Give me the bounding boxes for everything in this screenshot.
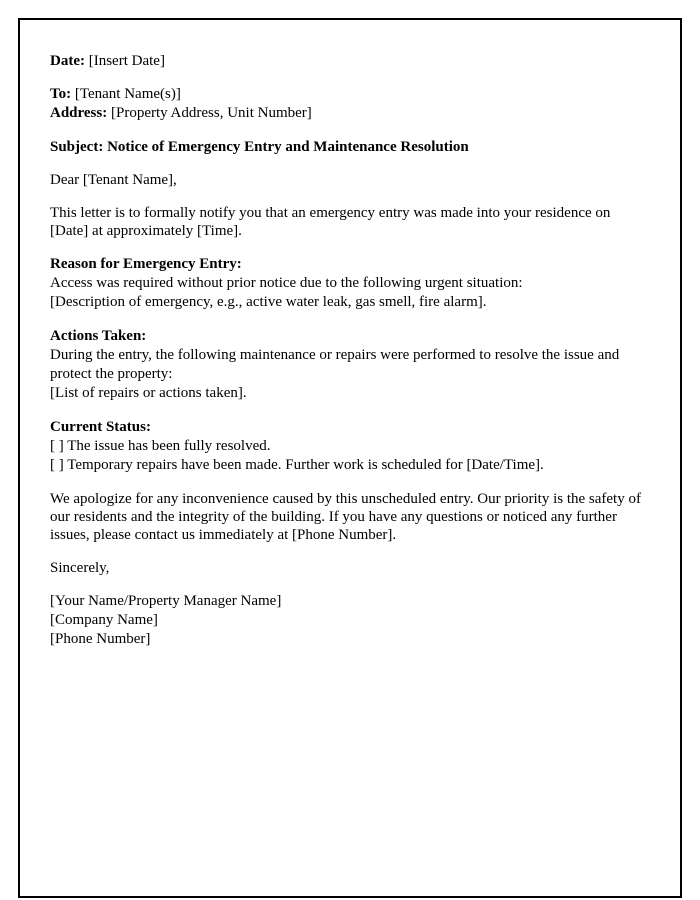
salutation: Dear [Tenant Name], (50, 172, 177, 188)
intro-paragraph: This letter is to formally notify you that an emergency entry was made into your residence on [Date] at approximately [Time]. (50, 205, 611, 239)
actions-heading: Actions Taken: (50, 328, 147, 344)
reason-section (50, 255, 648, 312)
letter-page (18, 18, 682, 898)
date-line (50, 52, 648, 70)
signature-name: [Your Name/Property Manager Name] (50, 593, 282, 609)
status-option-resolved: [ ] The issue has been fully resolved. (50, 438, 271, 454)
reason-text: Access was required without prior notice due to the following urgent situation: (50, 275, 523, 291)
actions-section (50, 327, 648, 403)
address-label: Address: (50, 105, 108, 121)
apology-paragraph: We apologize for any inconvenience caused by this unscheduled entry. Our priority is the safety of our residents and the integrity of the building. If you have any questions or noticed any further issues, please contact us immediately at [Phone Number]. (50, 491, 641, 543)
date-label: Date: (50, 53, 85, 69)
date-value: [Insert Date] (88, 53, 165, 69)
status-section (50, 418, 648, 475)
to-value: [Tenant Name(s)] (74, 86, 181, 102)
reason-heading: Reason for Emergency Entry: (50, 256, 242, 272)
signature-phone: [Phone Number] (50, 631, 151, 647)
signature-company: [Company Name] (50, 612, 158, 628)
sign-off: Sincerely, (50, 560, 110, 576)
address-line (50, 104, 648, 123)
reason-placeholder: [Description of emergency, e.g., active water leak, gas smell, fire alarm]. (50, 294, 487, 310)
signature-block (50, 592, 648, 649)
status-heading: Current Status: (50, 419, 151, 435)
actions-text: During the entry, the following maintenance or repairs were performed to resolve the issue and protect the property: (50, 347, 620, 382)
address-value: [Property Address, Unit Number] (110, 105, 312, 121)
actions-placeholder: [List of repairs or actions taken]. (50, 385, 247, 401)
recipient-block (50, 85, 648, 123)
subject-line: Subject: Notice of Emergency Entry and Maintenance Resolution (50, 139, 469, 155)
to-label: To: (50, 86, 72, 102)
status-option-temporary: [ ] Temporary repairs have been made. Further work is scheduled for [Date/Time]. (50, 457, 544, 473)
to-line (50, 85, 648, 104)
